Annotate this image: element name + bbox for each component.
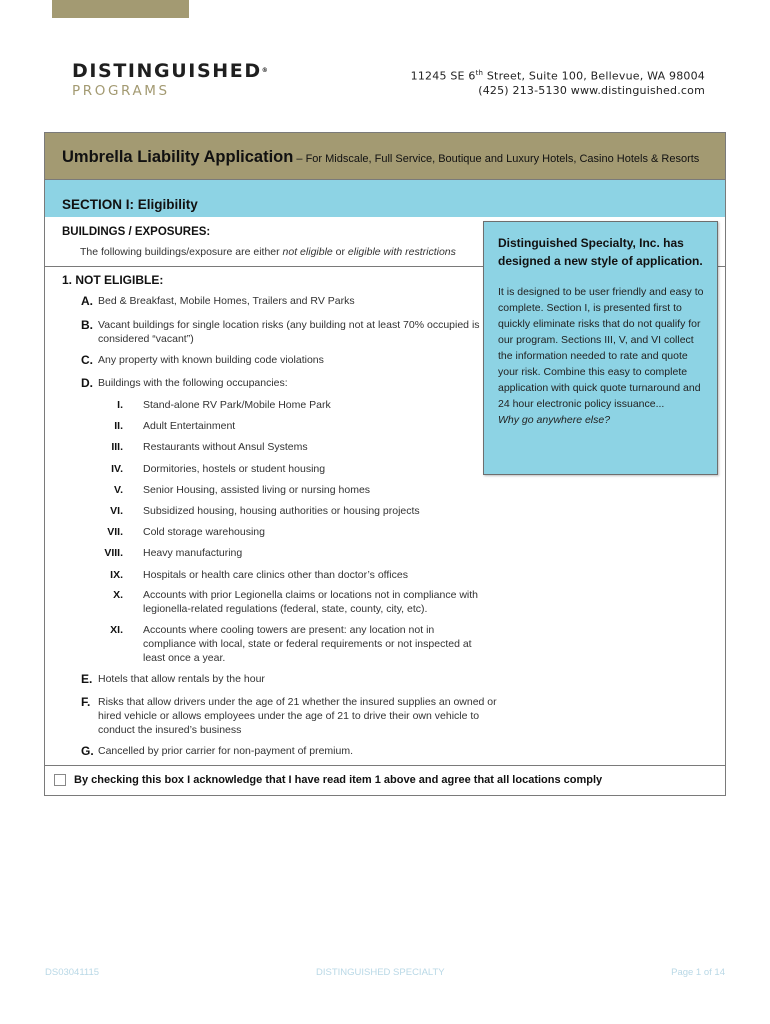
section-header-bar <box>45 180 725 217</box>
eligibility-item-a: A. Bed & Breakfast, Mobile Homes, Trailers and RV Parks <box>81 294 355 308</box>
form-title-subtitle: – For Midscale, Full Service, Boutique and Luxury Hotels, Casino Hotels & Resorts <box>293 153 700 165</box>
footer-page-number: Page 1 of 14 <box>671 967 725 978</box>
not-eligible-heading: 1. NOT ELIGIBLE: <box>62 273 164 287</box>
buildings-heading: BUILDINGS / EXPOSURES: <box>62 226 211 238</box>
divider-line <box>45 765 725 766</box>
logo-main-text: DISTINGUISHED <box>72 60 262 82</box>
callout-tagline: Why go anywhere else? <box>498 414 611 426</box>
info-callout-box <box>483 221 718 475</box>
form-title-bar <box>45 133 725 180</box>
acknowledge-checkbox[interactable] <box>54 774 66 786</box>
occupancy-item: IV. Dormitories, hostels or student housing <box>111 463 326 475</box>
logo-sub-text: PROGRAMS <box>72 83 170 99</box>
company-logo <box>72 61 268 99</box>
occupancy-item: VI. Subsidized housing, housing authorities or housing projects <box>110 505 420 517</box>
callout-body: It is designed to be user friendly and easy to complete. Section I, is presented first to quickly eliminate risks that do not qualify for our program. Sections III, V, and VI collect the information needed to rate and quote your risk. Combine this easy to complete application with quick quote turnaround and 24 hour electronic policy issuance... <box>498 286 704 410</box>
footer-form-code: DS03041115 <box>45 967 100 978</box>
header-tab-bar <box>52 0 189 18</box>
eligibility-item-f: F. Risks that allow drivers under the age of 21 whether the insured supplies an owned or hired vehicle or allows employees under the age of 21 to drive their own vehicle to conduct the insured’s business <box>81 695 497 736</box>
buildings-note: The following buildings/exposure are either not eligible or eligible with restrictions <box>80 246 456 258</box>
address-phone-web: (425) 213-5130 www.distinguished.com <box>478 83 705 97</box>
occupancy-item: I. Stand-alone RV Park/Mobile Home Park <box>117 399 331 411</box>
eligibility-item-d: D. Buildings with the following occupancies: <box>81 376 288 390</box>
logo-registered-mark: ® <box>261 67 268 74</box>
eligibility-item-e: E. Hotels that allow rentals by the hour <box>81 672 265 686</box>
form-title-main: Umbrella Liability Application <box>62 148 294 166</box>
address-street-pre: 11245 SE 6 <box>410 69 476 83</box>
form-title <box>62 148 699 167</box>
eligibility-item-c: C. Any property with known building code violations <box>81 353 324 367</box>
eligibility-item-b: B. Vacant buildings for single location risks (any building not at least 70% occupied is considered “vacant”) <box>81 318 480 345</box>
occupancy-item: X. Accounts with prior Legionella claims or locations not in compliance with legionella-related regulations (federal, state, county, city, etc). <box>113 589 478 615</box>
occupancy-item: VII. Cold storage warehousing <box>107 526 265 538</box>
occupancy-item: IX. Hospitals or health care clinics other than doctor’s offices <box>110 569 408 581</box>
callout-title: Distinguished Specialty, Inc. has designed a new style of application. <box>498 236 703 268</box>
acknowledge-label: By checking this box I acknowledge that I have read item 1 above and agree that all locations comply <box>74 774 603 786</box>
occupancy-item: II. Adult Entertainment <box>114 420 236 432</box>
occupancy-item: III. Restaurants without Ansul Systems <box>111 441 308 453</box>
occupancy-item: VIII. Heavy manufacturing <box>104 547 243 559</box>
eligibility-item-g: G. Cancelled by prior carrier for non-payment of premium. <box>81 744 354 758</box>
footer-company: DISTINGUISHED SPECIALTY <box>316 967 445 978</box>
section-title: SECTION I: Eligibility <box>62 197 198 212</box>
company-address <box>411 66 705 98</box>
occupancy-item: XI. Accounts where cooling towers are present: any location not in compliance with local, state or federal requirements or not inspected at least once a year. <box>110 624 472 664</box>
address-street-post: Street, Suite 100, Bellevue, WA 98004 <box>483 69 705 83</box>
occupancy-item: V. Senior Housing, assisted living or nursing homes <box>114 484 371 496</box>
address-street-sup: th <box>475 69 484 77</box>
